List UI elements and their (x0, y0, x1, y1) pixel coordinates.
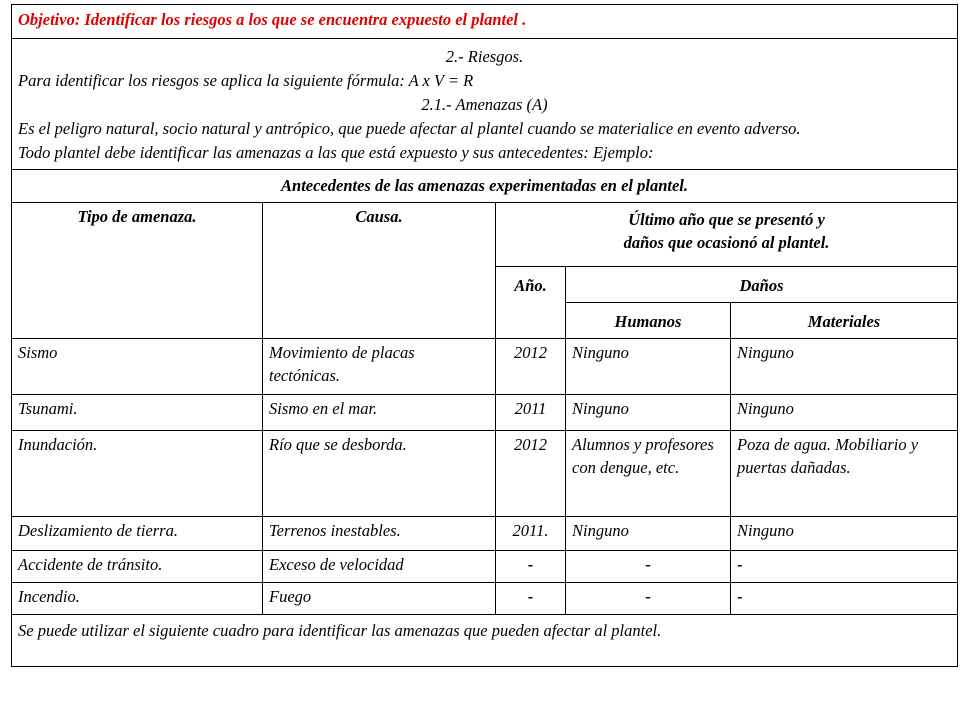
row-cause: Terrenos inestables. (263, 516, 496, 550)
row-human: - (566, 582, 731, 614)
table-row (12, 582, 958, 614)
row-cause: Exceso de velocidad (263, 550, 496, 582)
objective-text: Objetivo: Identificar los riesgos a los que se encuentra expuesto el plantel . (12, 5, 958, 39)
formula-text: Para identificar los riesgos se aplica la siguiente fórmula: A x V = R (18, 70, 474, 90)
row-year: 2011. (496, 516, 566, 550)
row-year: 2011 (496, 394, 566, 430)
risks-section (12, 39, 958, 170)
table-row (12, 550, 958, 582)
header-last-year-line1: Último año que se presentó y (628, 209, 825, 229)
row-material: Ninguno (731, 516, 958, 550)
header-threat-type: Tipo de amenaza. (12, 202, 263, 338)
row-human: Ninguno (566, 338, 731, 394)
header-human: Humanos (566, 302, 731, 338)
row-threat-type: Deslizamiento de tierra. (12, 516, 263, 550)
row-human: Alumnos y profesores con dengue, etc. (566, 430, 731, 516)
table-row (12, 516, 958, 550)
row-threat-type: Accidente de tránsito. (12, 550, 263, 582)
row-cause: Sismo en el mar. (263, 394, 496, 430)
row-year: - (496, 582, 566, 614)
table-row (12, 338, 958, 394)
header-last-year (496, 202, 958, 266)
row-year: - (496, 550, 566, 582)
row-human: - (566, 550, 731, 582)
row-year: 2012 (496, 338, 566, 394)
table-row (12, 394, 958, 430)
threats-subheading: 2.1.- Amenazas (A) (421, 94, 548, 114)
row-cause: Movimiento de placas tectónicas. (263, 338, 496, 394)
row-human: Ninguno (566, 394, 731, 430)
row-material: Ninguno (731, 394, 958, 430)
instruction-text: Todo plantel debe identificar las amenazas a las que está expuesto y sus antecedentes: Ejemplo: (18, 142, 654, 162)
threat-definition: Es el peligro natural, socio natural y antrópico, que puede afectar al plantel cuando se materialice en evento adverso. (18, 118, 801, 138)
row-cause: Río que se desborda. (263, 430, 496, 516)
row-material: - (731, 582, 958, 614)
table-row (12, 430, 958, 516)
row-threat-type: Inundación. (12, 430, 263, 516)
risks-heading: 2.- Riesgos. (445, 47, 524, 66)
header-material: Materiales (731, 302, 958, 338)
header-damages: Daños (566, 266, 958, 302)
row-threat-type: Tsunami. (12, 394, 263, 430)
footer-text: Se puede utilizar el siguiente cuadro para identificar las amenazas que pueden afectar al plantel. (12, 614, 958, 666)
table-title: Antecedentes de las amenazas experimentadas en el plantel. (12, 169, 958, 202)
risk-document-table (11, 4, 958, 667)
header-cause: Causa. (263, 202, 496, 338)
header-year: Año. (496, 266, 566, 338)
row-threat-type: Sismo (12, 338, 263, 394)
row-material: - (731, 550, 958, 582)
header-last-year-line2: daños que ocasionó al plantel. (623, 233, 830, 253)
row-material: Ninguno (731, 338, 958, 394)
row-human: Ninguno (566, 516, 731, 550)
row-material: Poza de agua. Mobiliario y puertas dañadas. (731, 430, 958, 516)
row-year: 2012 (496, 430, 566, 516)
row-cause: Fuego (263, 582, 496, 614)
row-threat-type: Incendio. (12, 582, 263, 614)
